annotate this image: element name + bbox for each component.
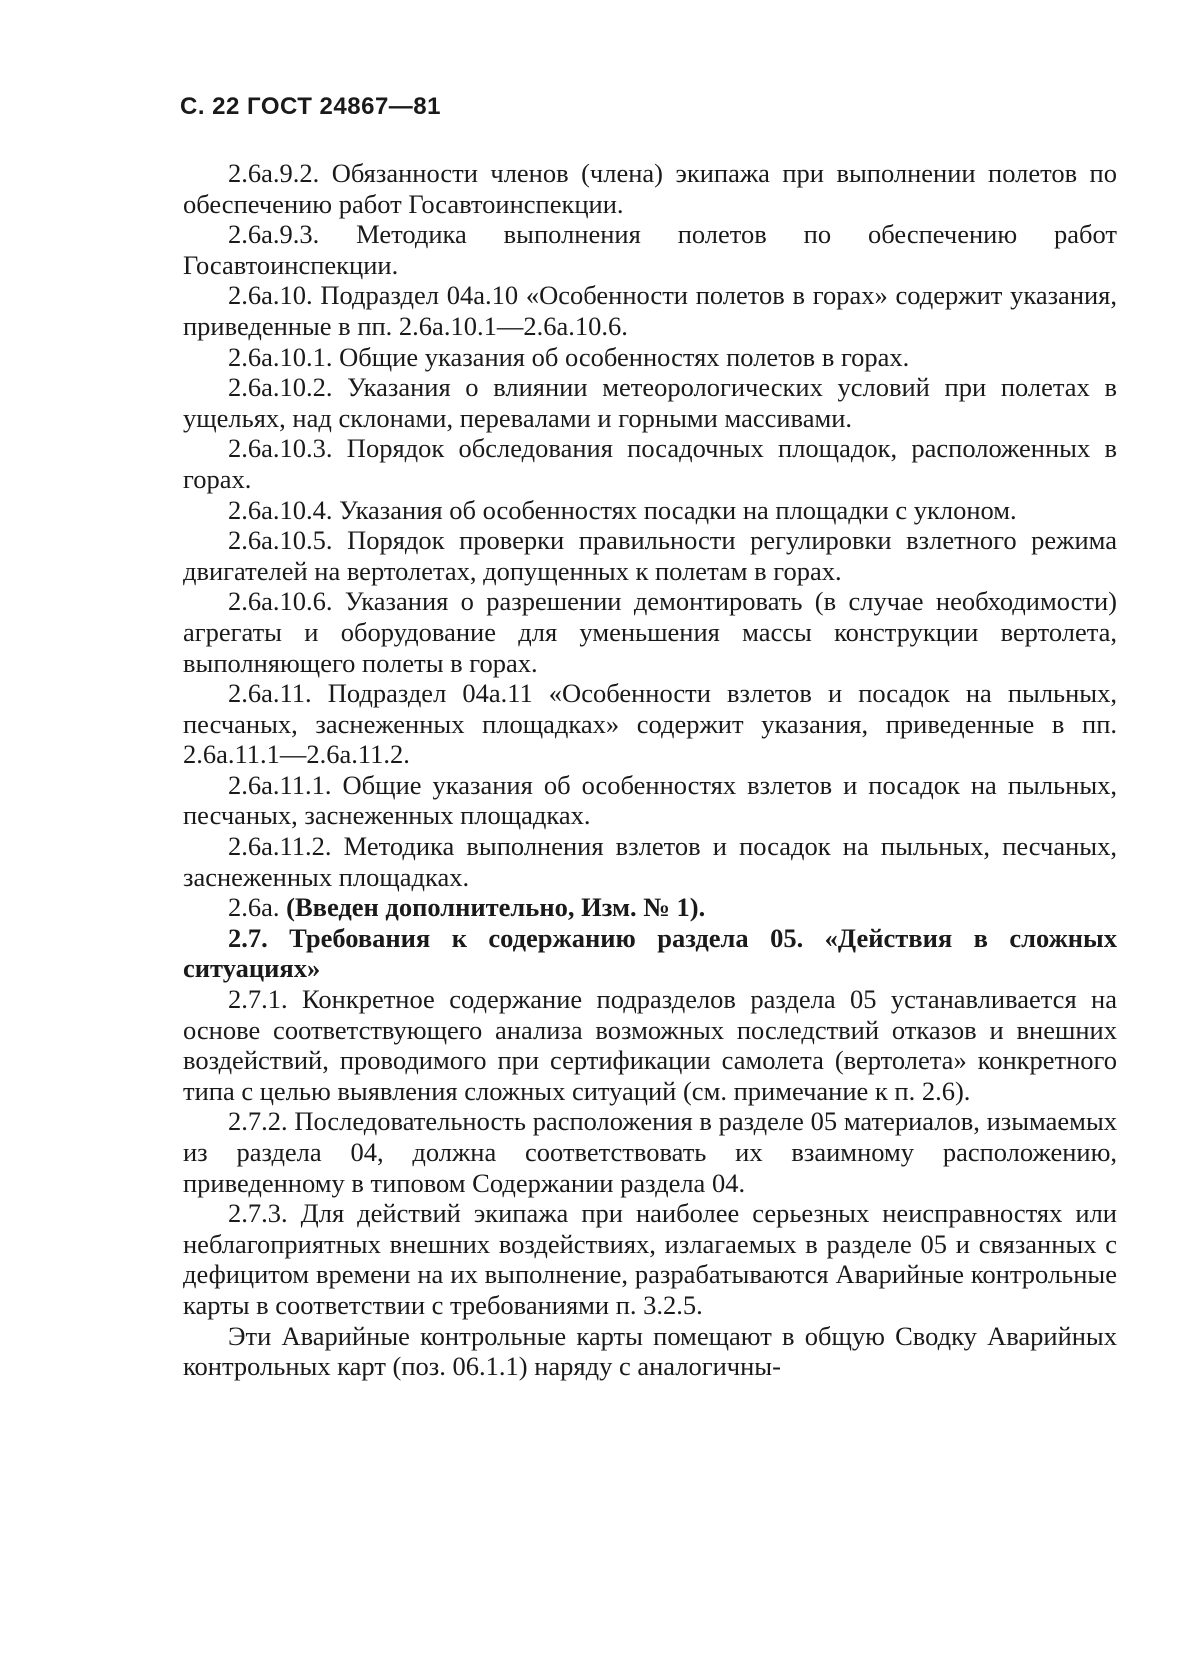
paragraph-2-6a-10-5: 2.6а.10.5. Порядок проверки правильности регулировки взлетного режима двигателей на вертолетах, допущенных к полетам в горах. bbox=[183, 525, 1117, 586]
paragraph-2-6a-9-2: 2.6а.9.2. Обязанности членов (члена) экипажа при выполнении полетов по обеспечению работ Госавтоинспекции. bbox=[183, 158, 1117, 219]
paragraph-2-6a-10: 2.6а.10. Подраздел 04а.10 «Особенности полетов в горах» содержит указания, приведенные в пп. 2.6а.10.1—2.6а.10.6. bbox=[183, 280, 1117, 341]
paragraph-2-6a-10-1: 2.6а.10.1. Общие указания об особенностях полетов в горах. bbox=[228, 341, 910, 372]
section-heading-2-7: 2.7. Требования к содержанию раздела 05. «Действия в сложных ситуациях» bbox=[183, 922, 1117, 984]
paragraph-2-6a-10-6: 2.6а.10.6. Указания о разрешении демонтировать (в случае необходимости) агрегаты и оборудование для уменьшения массы конструкции вертолета, выполняющего полеты в горах. bbox=[183, 586, 1117, 678]
paragraph-2-6a-10-3: 2.6а.10.3. Порядок обследования посадочных площадок, расположенных в горах. bbox=[183, 433, 1117, 494]
paragraph-2-6a-11-2: 2.6а.11.2. Методика выполнения взлетов и посадок на пыльных, песчаных, заснеженных площадках. bbox=[183, 831, 1117, 892]
paragraph-2-6a-11-1: 2.6а.11.1. Общие указания об особенностях взлетов и посадок на пыльных, песчаных, заснеженных площадках. bbox=[183, 769, 1117, 831]
document-body bbox=[183, 158, 1117, 1382]
paragraph-2-7-1: 2.7.1. Конкретное содержание подразделов раздела 05 устанавливается на основе соответствующего анализа возможных последствий отказов и внешних воздействий, проводимого при сертификации самолета (вертолета» конкретного типа с целью выявления сложных ситуаций (см. примечание к п. 2.6). bbox=[183, 984, 1117, 1106]
paragraph-2-7-3: 2.7.3. Для действий экипажа при наиболее серьезных неисправностях или неблагоприятных внешних воздействиях, излагаемых в разделе 05 и связанных с дефицитом времени на их выполнение, разрабатываются Аварийные контрольные карты в соответствии с требованиями п. 3.2.5. bbox=[183, 1198, 1117, 1320]
amendment-text: (Введен дополнительно, Изм. № 1). bbox=[286, 892, 706, 923]
paragraph-2-7-2: 2.7.2. Последовательность расположения в разделе 05 материалов, изымаемых из раздела 04, должна соответствовать их взаимному расположению, приведенному в типовом Содержании раздела 04. bbox=[183, 1106, 1117, 1198]
paragraph-2-6a-11: 2.6а.11. Подраздел 04а.11 «Особенности взлетов и посадок на пыльных, песчаных, заснеженных площадках» содержит указания, приведенные в пп. 2.6а.11.1—2.6а.11.2. bbox=[183, 678, 1117, 770]
paragraph-2-6a-10-4: 2.6а.10.4. Указания об особенностях посадки на площадки с уклоном. bbox=[228, 494, 1017, 525]
amendment-note bbox=[183, 892, 1117, 923]
amendment-number: 2.6а. bbox=[228, 892, 287, 923]
page-header: С. 22 ГОСТ 24867—81 bbox=[180, 93, 441, 120]
paragraph-2-6a-10-2: 2.6а.10.2. Указания о влиянии метеорологических условий при полетах в ущельях, над склонами, перевалами и горными массивами. bbox=[183, 372, 1117, 433]
paragraph-final: Эти Аварийные контрольные карты помещают в общую Сводку Аварийных контрольных карт (поз. 06.1.1) наряду с аналогичны- bbox=[183, 1320, 1117, 1382]
paragraph-2-6a-9-3: 2.6а.9.3. Методика выполнения полетов по обеспечению работ Госавтоинспекции. bbox=[183, 219, 1117, 280]
